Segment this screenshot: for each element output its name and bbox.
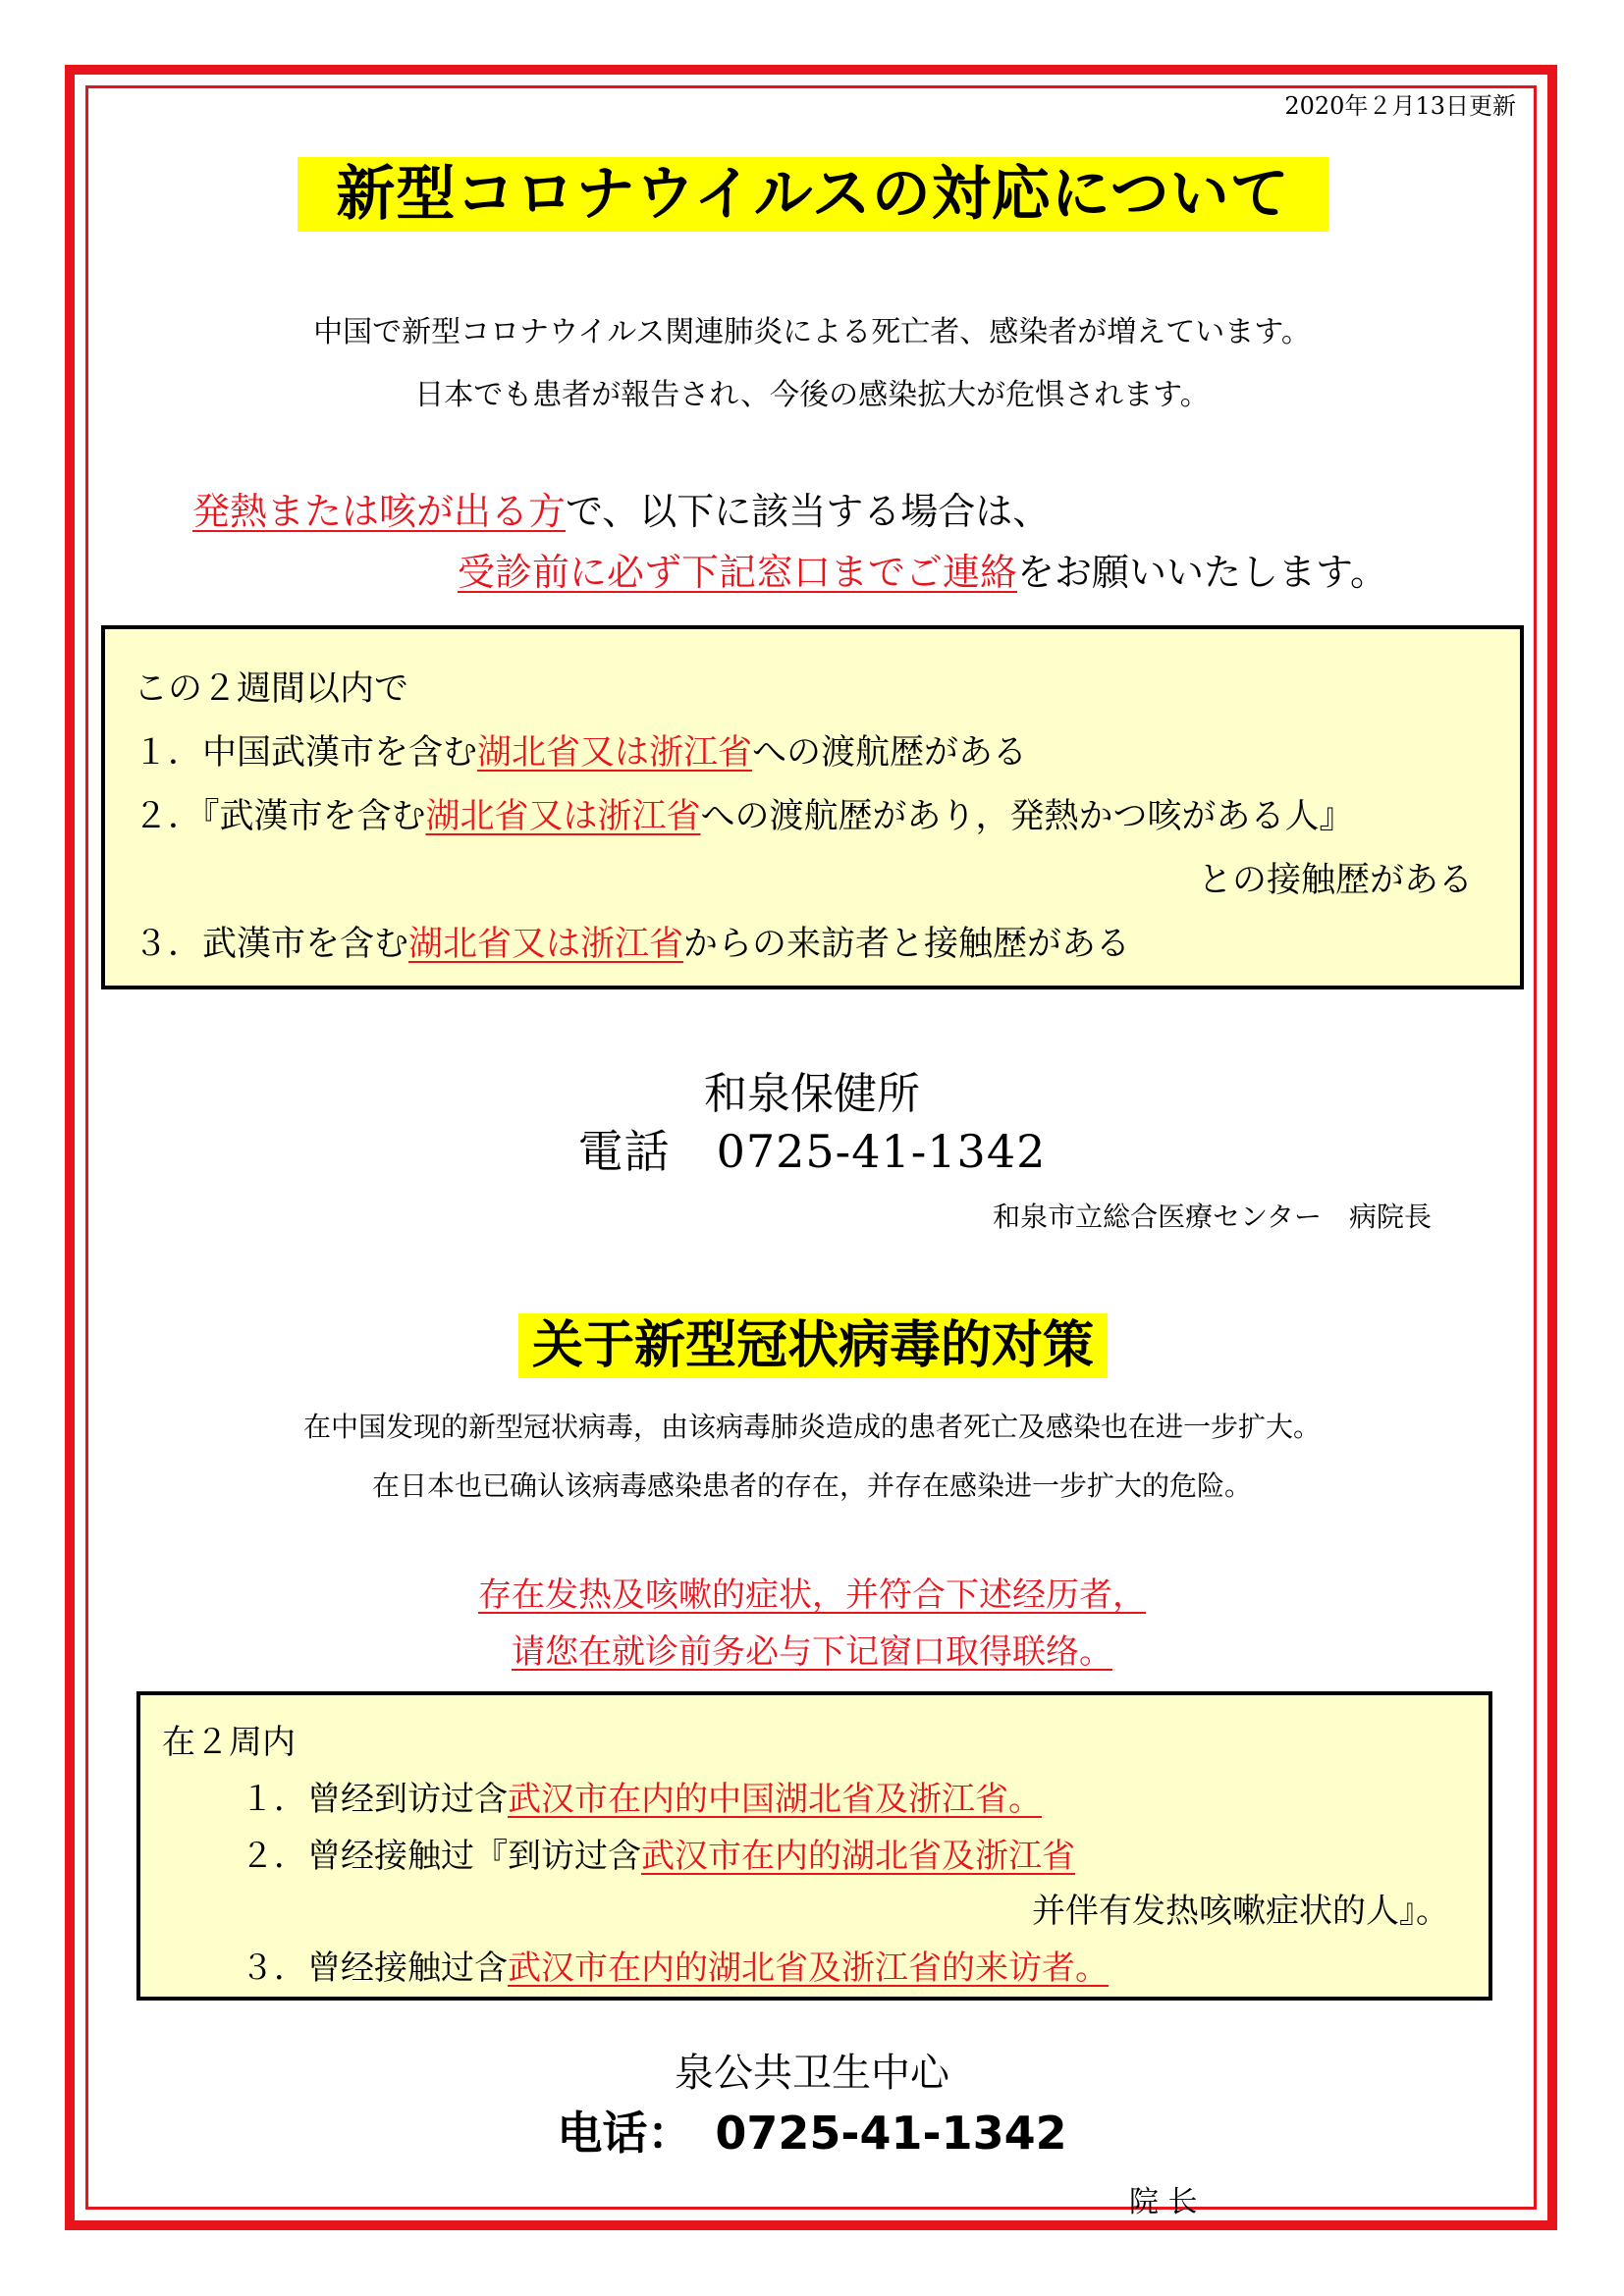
chinese-contact-name: 泉公共卫生中心 xyxy=(675,2051,949,2096)
criteria-item-3 xyxy=(241,1941,1109,1989)
notice-emphasis: 请您在就诊前务必与下记窗口取得联络。 xyxy=(512,1632,1112,1672)
item-text: からの来訪者と接触歴がある xyxy=(683,925,1131,964)
japanese-signature: 和泉市立総合医療センター 病院長 xyxy=(993,1201,1432,1233)
item-text: ２．『武漢市を含む xyxy=(134,797,426,836)
item-emphasis: 湖北省又は浙江省 xyxy=(408,925,684,964)
criteria-item-1 xyxy=(134,725,1027,774)
updated-date: 2020年２月13日更新 xyxy=(1284,92,1516,120)
item-emphasis: 武汉市在内的湖北省及浙江省 xyxy=(641,1837,1075,1876)
criteria-item-2 xyxy=(134,789,1354,838)
item-text: ３．武漢市を含む xyxy=(134,925,409,964)
criteria-item-1 xyxy=(241,1772,1042,1820)
criteria-item-3 xyxy=(134,917,1130,966)
japanese-intro-line-2: 日本でも患者が報告され、今後の感染拡大が危惧されます。 xyxy=(414,378,1210,412)
criteria-item-2-continued: との接触歴がある xyxy=(1197,861,1473,900)
notice-emphasis: 存在发热及咳嗽的症状，并符合下述经历者， xyxy=(478,1575,1146,1615)
chinese-signature: 院 长 xyxy=(1129,2185,1198,2219)
japanese-notice-line-1 xyxy=(192,481,1050,535)
japanese-intro-line-1: 中国で新型コロナウイルス関連肺炎による死亡者、感染者が増えています。 xyxy=(313,315,1311,349)
japanese-title: 新型コロナウイルスの対応について xyxy=(298,157,1328,232)
japanese-criteria-box xyxy=(101,625,1524,989)
item-text: １．曾经到访过含 xyxy=(241,1780,508,1819)
notice-text: をお願いいたします。 xyxy=(1017,551,1387,594)
japanese-contact-phone: 電話 0725-41-1342 xyxy=(577,1125,1047,1178)
chinese-contact-phone: 电话： 0725-41-1342 xyxy=(557,2107,1067,2160)
chinese-notice-line-1 xyxy=(0,1568,1624,1616)
notice-emphasis-contact: 受診前に必ず下記窓口までご連絡 xyxy=(458,551,1018,594)
criteria-item-2 xyxy=(241,1829,1075,1877)
chinese-intro-line-2: 在日本也已确认该病毒感染患者的存在，并存在感染进一步扩大的危险。 xyxy=(371,1469,1252,1502)
criteria-item-2-continued: 并伴有发热咳嗽症状的人』。 xyxy=(1032,1892,1449,1931)
item-emphasis: 湖北省又は浙江省 xyxy=(477,733,753,773)
criteria-heading: 在２周内 xyxy=(162,1723,296,1762)
notice-emphasis-fever: 発熱または咳が出る方 xyxy=(192,490,567,533)
item-emphasis: 湖北省又は浙江省 xyxy=(425,797,701,836)
notice-text: で、以下に該当する場合は、 xyxy=(566,490,1051,533)
chinese-title: 关于新型冠状病毒的对策 xyxy=(518,1313,1108,1378)
item-text: ３．曾经接触过含 xyxy=(241,1949,508,1988)
item-text: への渡航歴がある xyxy=(752,733,1028,773)
item-text: １．中国武漢市を含む xyxy=(134,733,478,773)
item-emphasis: 武汉市在内的湖北省及浙江省的来访者。 xyxy=(508,1949,1109,1988)
item-text: ２．曾经接触过『到访过含 xyxy=(241,1837,641,1876)
chinese-intro-line-1: 在中国发现的新型冠状病毒，由该病毒肺炎造成的患者死亡及感染也在进一步扩大。 xyxy=(302,1411,1321,1443)
chinese-notice-line-2 xyxy=(0,1625,1624,1673)
criteria-heading: この２週間以内で xyxy=(134,669,409,709)
item-text: への渡航歴があり，発熱かつ咳がある人』 xyxy=(700,797,1354,836)
japanese-notice-line-2 xyxy=(458,542,1387,596)
item-emphasis: 武汉市在内的中国湖北省及浙江省。 xyxy=(508,1780,1042,1819)
japanese-contact-name: 和泉保健所 xyxy=(704,1069,920,1119)
chinese-criteria-box xyxy=(136,1691,1492,2001)
